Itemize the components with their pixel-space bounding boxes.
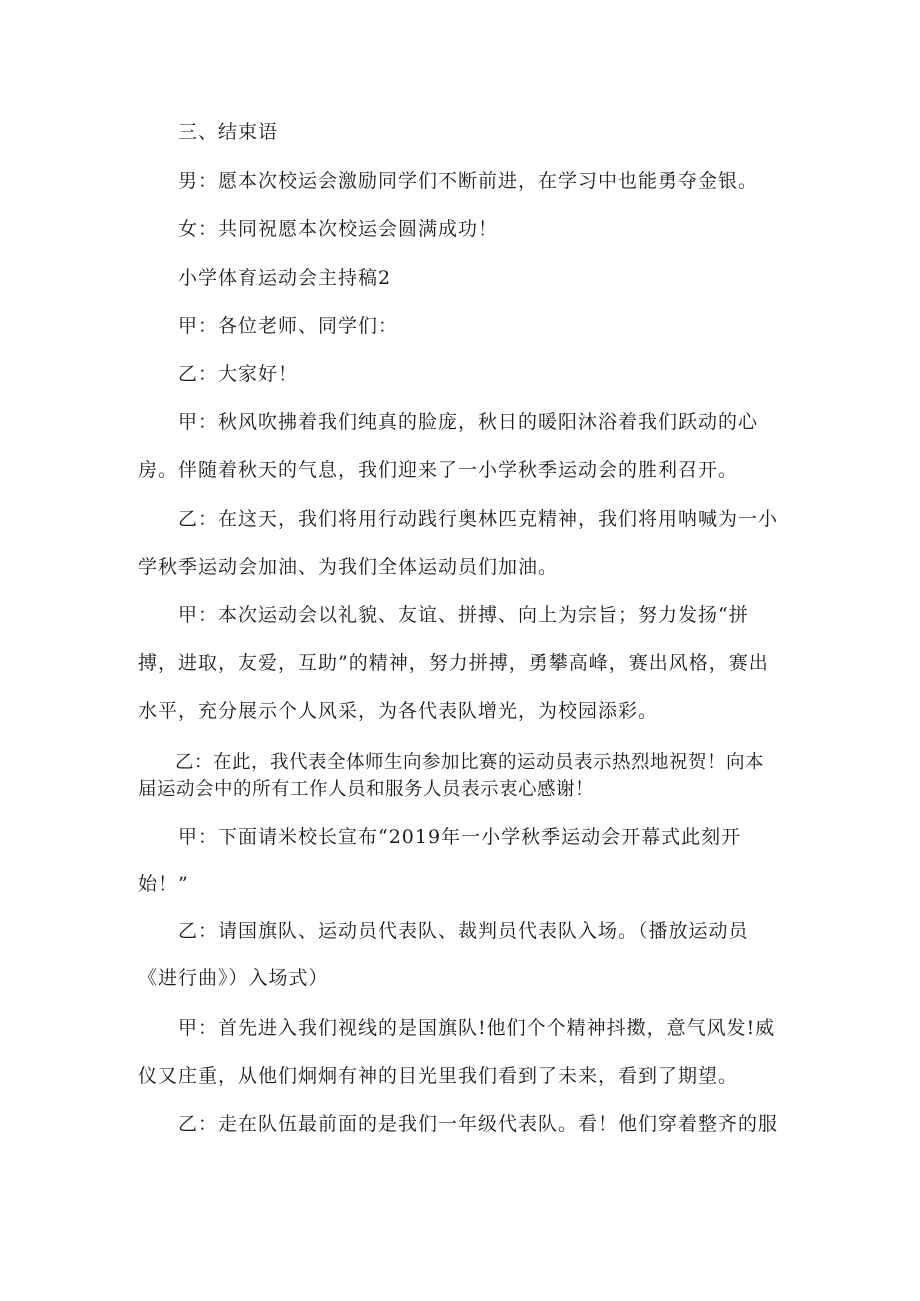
section-heading: 三、结束语: [178, 121, 279, 143]
paragraph-line: 仪又庄重，从他们炯炯有神的目光里我们看到了未来，看到了期望。: [138, 1065, 739, 1087]
paragraph-line: 甲：本次运动会以礼貌、友谊、拼搏、向上为宗旨；努力发扬“拼: [178, 604, 749, 626]
paragraph-line: 甲：首先进入我们视线的是国旗队!他们个个精神抖擞，意气风发!威: [178, 1017, 776, 1039]
paragraph-line: 乙：请国旗队、运动员代表队、裁判员代表队入场。（播放运动员: [178, 920, 749, 942]
paragraph-line: 乙：在此，我代表全体师生向参加比赛的运动员表示热烈地祝贺！向本: [175, 752, 765, 773]
paragraph-line: 乙：在这天，我们将用行动践行奥林匹克精神，我们将用呐喊为一小: [178, 508, 779, 530]
paragraph-line: 始！”: [138, 873, 189, 895]
paragraph-line: 搏，进取，友爱，互助”的精神，努力拼搏，勇攀高峰，赛出风格，赛出: [138, 652, 769, 674]
paragraph-line: 乙：大家好！: [178, 363, 299, 385]
paragraph-line: 男：愿本次校运会激励同学们不断前进，在学习中也能勇夺金银。: [178, 170, 759, 192]
paragraph-line: 届运动会中的所有工作人员和服务人员表示衷心感谢！: [138, 779, 595, 800]
paragraph-line: 《进行曲》）入场式）: [138, 967, 329, 989]
paragraph-line: 甲：各位老师、同学们：: [178, 315, 399, 337]
paragraph-line: 乙：走在队伍最前面的是我们一年级代表队。看！他们穿着整齐的服: [178, 1113, 779, 1135]
document-subtitle: 小学体育运动会主持稿2: [178, 267, 392, 289]
paragraph-line: 甲：秋风吹拂着我们纯真的脸庞，秋日的暖阳沐浴着我们跃动的心: [178, 411, 759, 433]
paragraph-line: 水平，充分展示个人风采，为各代表队增光，为校园添彩。: [138, 700, 659, 722]
paragraph-line: 学秋季运动会加油、为我们全体运动员们加油。: [138, 556, 559, 578]
paragraph-line: 甲：下面请米校长宣布“2019年一小学秋季运动会开幕式此刻开: [178, 826, 742, 848]
paragraph-line: 房。伴随着秋天的气息，我们迎来了一小学秋季运动会的胜利召开。: [138, 459, 739, 481]
paragraph-line: 女：共同祝愿本次校运会圆满成功！: [178, 218, 499, 240]
